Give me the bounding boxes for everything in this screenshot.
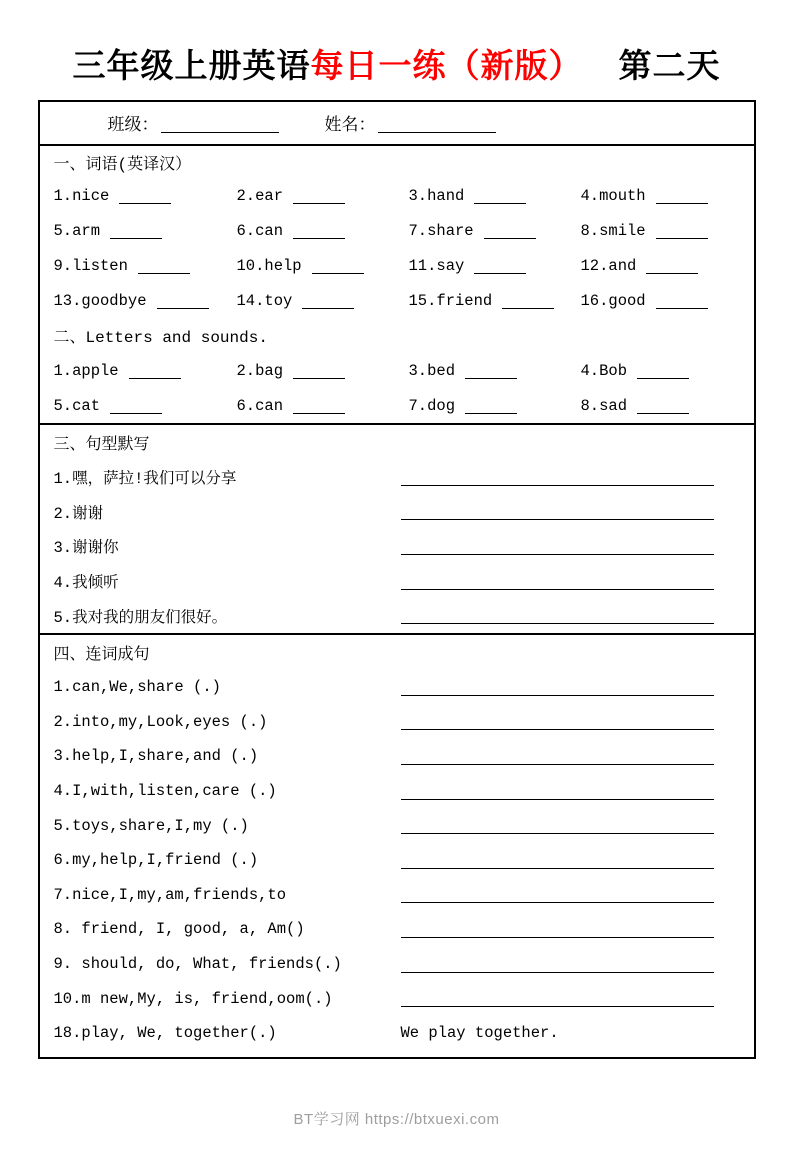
sentence-row (40, 947, 754, 982)
answer-blank (157, 308, 209, 309)
word-row (40, 283, 754, 318)
answer-line (401, 764, 714, 765)
title-grade: 三年级上册英语 (72, 47, 311, 84)
class-blank-line (161, 132, 279, 133)
sentence-row (40, 808, 754, 843)
footer-watermark: BT学习网 https://btxuexi.com (293, 1111, 500, 1128)
sentence-prompt: 1.嘿，萨拉!我们可以分享 (53, 470, 237, 489)
word-item: 10.help (236, 256, 302, 275)
sentence-prompt: 5.我对我的朋友们很好。 (53, 608, 228, 627)
answer-blank (637, 378, 689, 379)
sentence-row (40, 529, 754, 564)
answer-line (401, 623, 714, 624)
answer-line (401, 589, 714, 590)
sentence-prompt: 1.can,We,share (.) (53, 678, 221, 697)
answer-line (401, 695, 714, 696)
sentence-row (40, 912, 754, 947)
worksheet-table (38, 100, 756, 1059)
section-4-heading: 四、连词成句 (53, 645, 150, 664)
answer-blank (502, 308, 554, 309)
answer-blank (302, 308, 354, 309)
sentence-prompt: 7.nice,I,my,am,friends,to (53, 885, 287, 904)
word-row (40, 178, 754, 213)
sentence-prompt: 3.help,I,share,and (.) (53, 747, 259, 766)
sentence-prompt: 9. should, do, What, friends(.) (53, 955, 342, 974)
answer-blank (656, 238, 708, 239)
answer-blank (293, 378, 345, 379)
sentence-answer: We play together. (400, 1024, 559, 1043)
answer-blank (110, 413, 162, 414)
sentence-prompt: 18.play, We, together(.) (53, 1024, 277, 1043)
name-label: 姓名： (324, 117, 376, 136)
word-item: 4.Bob (580, 361, 628, 380)
sentence-row (40, 460, 754, 495)
sentence-row (40, 495, 754, 530)
word-item: 8.smile (580, 221, 646, 240)
word-item: 4.mouth (580, 186, 646, 205)
word-item: 3.bed (408, 361, 456, 380)
answer-blank (119, 203, 171, 204)
section-2-heading: 二、Letters and sounds. (53, 329, 268, 347)
sentence-row (40, 981, 754, 1016)
section-3-heading: 三、句型默写 (53, 436, 150, 454)
sentence-prompt: 2.谢谢 (53, 504, 104, 523)
answer-blank (474, 203, 526, 204)
answer-blank (656, 203, 708, 204)
word-row (40, 353, 754, 388)
answer-blank (656, 308, 708, 309)
sentence-row (40, 670, 754, 705)
section-words (40, 146, 754, 423)
word-item: 16.good (580, 291, 646, 310)
word-item: 8.sad (580, 396, 628, 415)
name-blank-line (378, 132, 496, 133)
answer-blank (293, 203, 345, 204)
answer-line (401, 485, 714, 486)
sentence-row (40, 739, 754, 774)
sentence-prompt: 6.my,help,I,friend (.) (53, 851, 259, 870)
answer-line (401, 1006, 714, 1007)
sentence-row (40, 878, 754, 913)
sentence-prompt: 5.toys,share,I,my (.) (53, 816, 249, 835)
answer-line (401, 937, 714, 938)
sentence-row (40, 1016, 754, 1051)
word-item: 15.friend (408, 291, 493, 310)
answer-blank (110, 238, 162, 239)
sentence-row (40, 774, 754, 809)
answer-blank (293, 413, 345, 414)
word-item: 13.goodbye (53, 291, 147, 310)
section-unscramble (40, 633, 754, 1057)
answer-blank (293, 238, 345, 239)
word-item: 5.arm (53, 221, 101, 240)
answer-line (401, 519, 714, 520)
sentence-prompt: 4.我倾听 (53, 574, 119, 593)
sentence-prompt: 2.into,my,Look,eyes (.) (53, 712, 268, 731)
word-item: 2.ear (236, 186, 284, 205)
word-item: 6.can (236, 396, 284, 415)
answer-line (401, 972, 714, 973)
student-info-row (40, 102, 754, 146)
sentence-row (40, 598, 754, 633)
section-sentence-dictation (40, 423, 754, 633)
sentence-row (40, 705, 754, 740)
word-item: 5.cat (53, 396, 101, 415)
word-item: 11.say (408, 256, 465, 275)
answer-line (401, 554, 714, 555)
word-item: 14.toy (236, 291, 293, 310)
answer-line (401, 729, 714, 730)
answer-blank (484, 238, 536, 239)
title-day: 第二天 (618, 47, 721, 84)
sentence-row (40, 843, 754, 878)
answer-blank (138, 273, 190, 274)
word-item: 2.bag (236, 361, 284, 380)
word-row (40, 248, 754, 283)
word-item: 6.can (236, 221, 284, 240)
answer-line (401, 833, 714, 834)
sentence-prompt: 8. friend, I, good, a, Am() (53, 920, 305, 939)
sentence-prompt: 3.谢谢你 (53, 539, 119, 558)
sentence-prompt: 10.m new,My, is, friend,oom(.) (53, 989, 333, 1008)
answer-blank (465, 378, 517, 379)
answer-line (401, 868, 714, 869)
word-item: 7.share (408, 221, 474, 240)
answer-blank (312, 273, 364, 274)
word-item: 1.apple (53, 361, 119, 380)
name-field (325, 110, 496, 136)
word-item: 12.and (580, 256, 637, 275)
word-item: 1.nice (53, 186, 110, 205)
sentence-prompt: 4.I,with,listen,care (.) (53, 782, 277, 801)
answer-line (401, 902, 714, 903)
answer-blank (474, 273, 526, 274)
word-row (40, 213, 754, 248)
answer-blank (465, 413, 517, 414)
answer-blank (646, 273, 698, 274)
sentence-row (40, 564, 754, 599)
title-daily-highlight: 每日一练（新版） (310, 47, 583, 84)
section-1-heading: 一、词语(英译汉） (53, 155, 192, 174)
word-row (40, 388, 754, 423)
answer-blank (637, 413, 689, 414)
class-label: 班级： (107, 117, 159, 136)
word-item: 3.hand (408, 186, 465, 205)
answer-line (401, 799, 714, 800)
word-item: 9.listen (53, 256, 128, 275)
answer-blank (129, 378, 181, 379)
word-item: 7.dog (408, 396, 456, 415)
page-title (0, 40, 793, 87)
class-field (108, 110, 279, 136)
